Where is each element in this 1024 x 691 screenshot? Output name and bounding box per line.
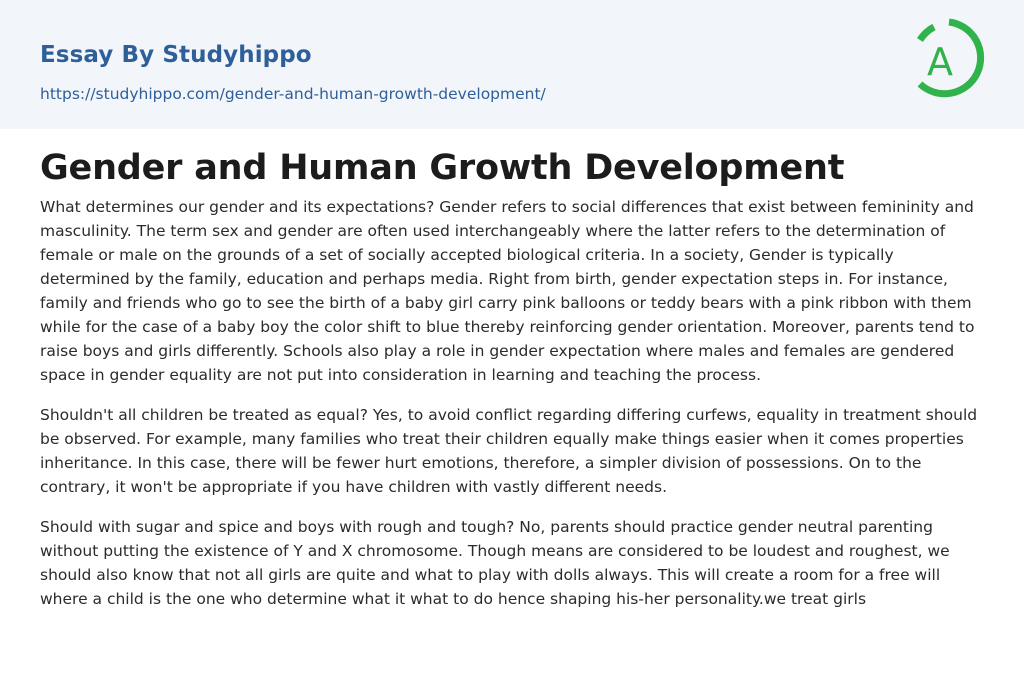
article-paragraph-2: Shouldn't all children be treated as equal? Yes, to avoid conflict regarding differing curfews, equality in treatment should be observed. For example, many families who treat their children equally make things easier when it comes properties inheritance. In this case, there will be fewer hurt emotions, therefore, a simpler division of possessions. On to the contrary, it won't be appropriate if you have children with vastly different needs. <box>40 406 978 496</box>
studyhippo-logo-icon[interactable] <box>912 18 986 106</box>
article-title: Gender and Human Growth Development <box>40 148 845 188</box>
article <box>0 129 1024 611</box>
article-paragraph-3: Should with sugar and spice and boys with rough and tough? No, parents should practice gender neutral parenting without putting the existence of Y and X chromosome. Though means are considered to be loudest and roughest, we should also know that not all girls are quite and what to play with dolls always. This will create a room for a free will where a child is the one who determine what it what to do hence shaping his-her personality.we treat girls <box>40 518 950 608</box>
article-paragraph-1: What determines our gender and its expectations? Gender refers to social differences that exist between femininity and masculinity. The term sex and gender are often used interchangeably where the latter refers to the determination of female or male on the grounds of a set of socially accepted biological criteria. In a society, Gender is typically determined by the family, education and perhaps media. Right from birth, gender expectation steps in. For instance, family and friends who go to see the birth of a baby girl carry pink balloons or teddy bears with a pink ribbon with them while for the case of a baby boy the color shift to blue thereby reinforcing gender orientation. Moreover, parents tend to raise boys and girls differently. Schools also play a role in gender expectation where males and females are gendered space in gender equality are not put into consideration in learning and teaching the process. <box>40 198 975 384</box>
essay-url-link[interactable]: https://studyhippo.com/gender-and-human-growth-development/ <box>40 85 546 103</box>
page-header <box>0 0 1024 129</box>
logo-letter: A <box>927 40 953 84</box>
brand-title: Essay By Studyhippo <box>40 42 312 68</box>
